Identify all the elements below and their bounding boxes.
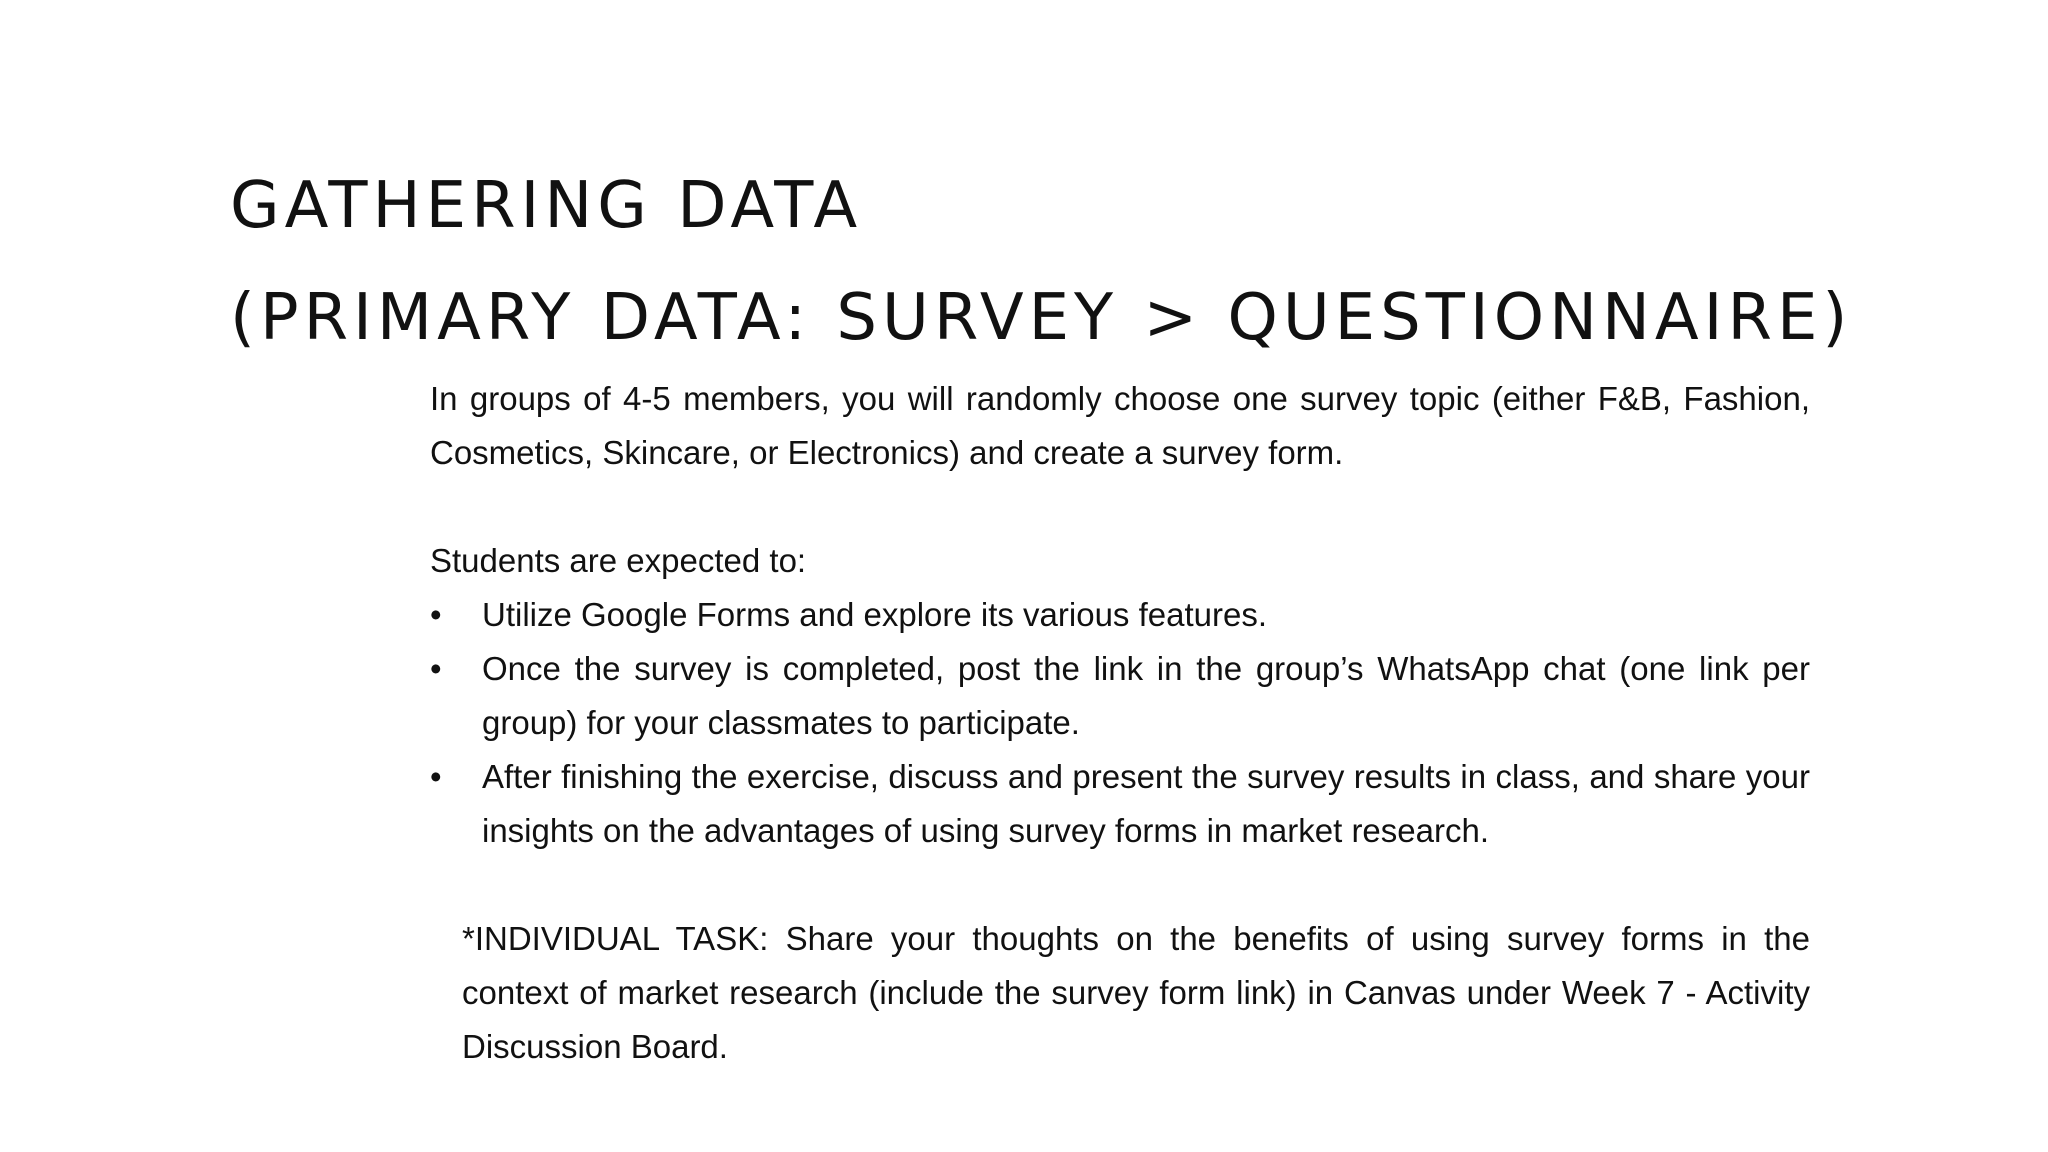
slide-body bbox=[430, 372, 1810, 1074]
list-item bbox=[430, 588, 1810, 642]
bullet-icon: • bbox=[430, 650, 442, 687]
spacer bbox=[430, 480, 1810, 534]
list-item-text: After finishing the exercise, discuss and present the survey results in class, and share your insights on the advantages of using survey forms in market research. bbox=[482, 758, 1810, 849]
list-item-text: Once the survey is completed, post the link in the group’s WhatsApp chat (one link per group) for your classmates to participate. bbox=[482, 650, 1810, 741]
list-item bbox=[430, 642, 1810, 750]
bullet-icon: • bbox=[430, 758, 442, 795]
intro-paragraph: In groups of 4-5 members, you will randomly choose one survey topic (either F&B, Fashion, Cosmetics, Skincare, or Electronics) and create a survey form. bbox=[430, 380, 1810, 471]
spacer bbox=[430, 858, 1810, 912]
expectations-list bbox=[430, 588, 1810, 858]
title-line-1: GATHERING DATA bbox=[230, 169, 863, 243]
expectations-heading: Students are expected to: bbox=[430, 542, 807, 579]
list-item-text: Utilize Google Forms and explore its various features. bbox=[482, 596, 1268, 633]
title-line-2: (PRIMARY DATA: SURVEY > QUESTIONNAIRE) bbox=[230, 281, 1853, 355]
bullet-icon: • bbox=[430, 596, 442, 633]
slide-title bbox=[230, 150, 1930, 374]
individual-task-paragraph: *INDIVIDUAL TASK: Share your thoughts on the benefits of using survey forms in the context of market research (include the survey form link) in Canvas under Week 7 - Activity Discussion Board. bbox=[462, 920, 1810, 1065]
list-item bbox=[430, 750, 1810, 858]
